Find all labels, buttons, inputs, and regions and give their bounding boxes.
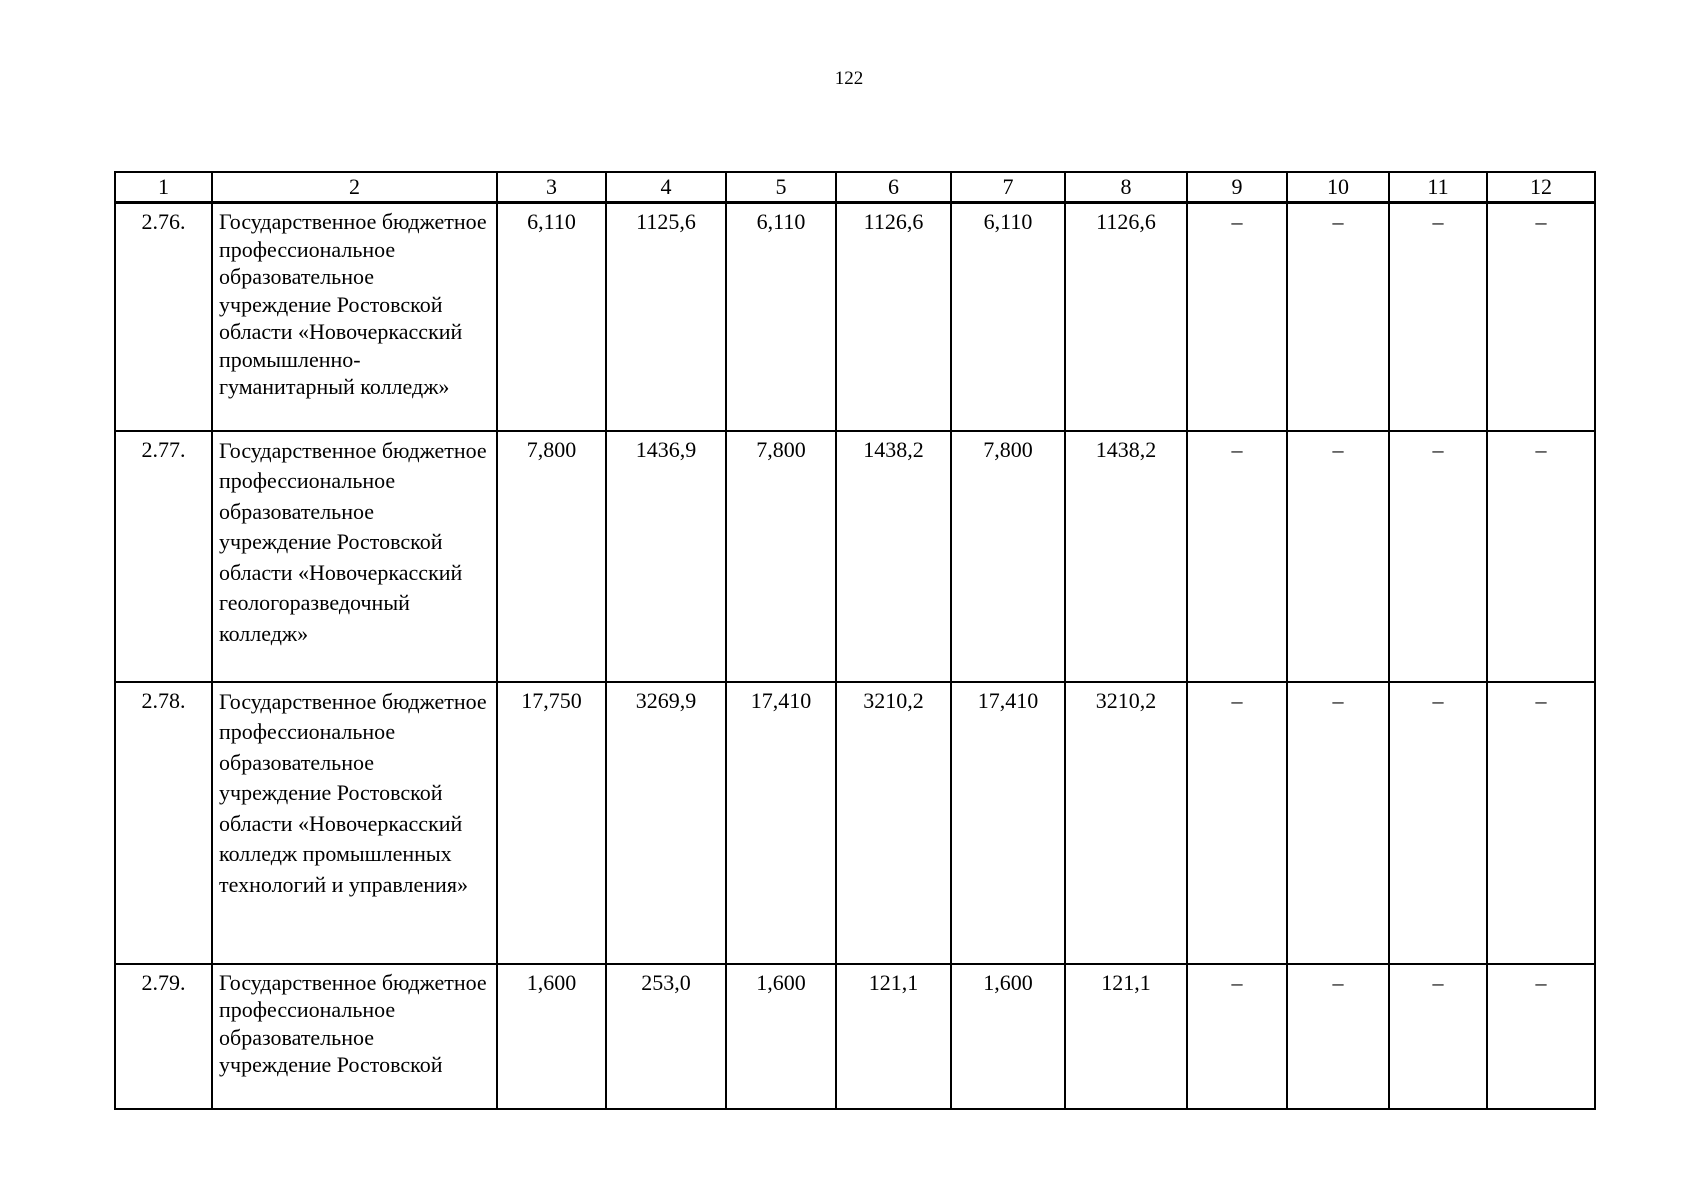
table-cell: – [1187, 431, 1287, 682]
institution-name: Государственное бюджетное профессиональное образовательное учреждение Ростовской области «Новочеркасский промышленно-гуманитарный колледж» [212, 203, 497, 431]
table-cell: 3210,2 [836, 682, 951, 964]
column-header: 12 [1487, 172, 1595, 203]
column-header: 10 [1287, 172, 1389, 203]
table-cell: 1,600 [726, 964, 836, 1109]
table-header-row [115, 172, 1595, 203]
table-cell: 1438,2 [1065, 431, 1187, 682]
table-cell: – [1187, 964, 1287, 1109]
row-index: 2.78. [115, 682, 212, 964]
table-cell: 6,110 [951, 203, 1065, 431]
table-row [115, 203, 1595, 431]
column-header: 2 [212, 172, 497, 203]
data-table [114, 171, 1596, 1110]
table-cell: – [1389, 203, 1487, 431]
table-cell: 7,800 [951, 431, 1065, 682]
institution-name: Государственное бюджетное профессиональное образовательное учреждение Ростовской области «Новочеркасский колледж промышленных технологий и управления» [212, 682, 497, 964]
institution-name: Государственное бюджетное профессиональное образовательное учреждение Ростовской [212, 964, 497, 1109]
table-cell: 17,410 [726, 682, 836, 964]
row-index: 2.79. [115, 964, 212, 1109]
table-cell: – [1287, 964, 1389, 1109]
table-cell: 253,0 [606, 964, 726, 1109]
table-cell: – [1487, 964, 1595, 1109]
table-cell: 1126,6 [836, 203, 951, 431]
table-cell: 1436,9 [606, 431, 726, 682]
row-index: 2.77. [115, 431, 212, 682]
table-cell: 7,800 [726, 431, 836, 682]
table-cell: 6,110 [497, 203, 606, 431]
table-cell: – [1389, 964, 1487, 1109]
table-row [115, 682, 1595, 964]
table-cell: – [1287, 203, 1389, 431]
table-cell: 1,600 [951, 964, 1065, 1109]
table-cell: – [1389, 431, 1487, 682]
column-header: 5 [726, 172, 836, 203]
table-cell: 1125,6 [606, 203, 726, 431]
table-cell: 6,110 [726, 203, 836, 431]
table-cell: 17,750 [497, 682, 606, 964]
table-cell: – [1487, 203, 1595, 431]
column-header: 1 [115, 172, 212, 203]
table-cell: 3210,2 [1065, 682, 1187, 964]
institution-name: Государственное бюджетное профессиональное образовательное учреждение Ростовской области «Новочеркасский геологоразведочный колледж» [212, 431, 497, 682]
table-cell: 17,410 [951, 682, 1065, 964]
table-cell: – [1389, 682, 1487, 964]
row-index: 2.76. [115, 203, 212, 431]
column-header: 8 [1065, 172, 1187, 203]
table-cell: 7,800 [497, 431, 606, 682]
table-cell: – [1187, 682, 1287, 964]
table-cell: – [1287, 431, 1389, 682]
table-row [115, 964, 1595, 1109]
column-header: 9 [1187, 172, 1287, 203]
page-number: 122 [834, 68, 864, 89]
column-header: 6 [836, 172, 951, 203]
table-cell: – [1487, 682, 1595, 964]
column-header: 7 [951, 172, 1065, 203]
table-cell: 121,1 [1065, 964, 1187, 1109]
column-header: 4 [606, 172, 726, 203]
table-cell: 3269,9 [606, 682, 726, 964]
table-cell: 1126,6 [1065, 203, 1187, 431]
table-cell: 1,600 [497, 964, 606, 1109]
table-cell: – [1287, 682, 1389, 964]
column-header: 3 [497, 172, 606, 203]
table-row [115, 431, 1595, 682]
table-cell: – [1487, 431, 1595, 682]
table-cell: 1438,2 [836, 431, 951, 682]
column-header: 11 [1389, 172, 1487, 203]
table-cell: – [1187, 203, 1287, 431]
table-cell: 121,1 [836, 964, 951, 1109]
